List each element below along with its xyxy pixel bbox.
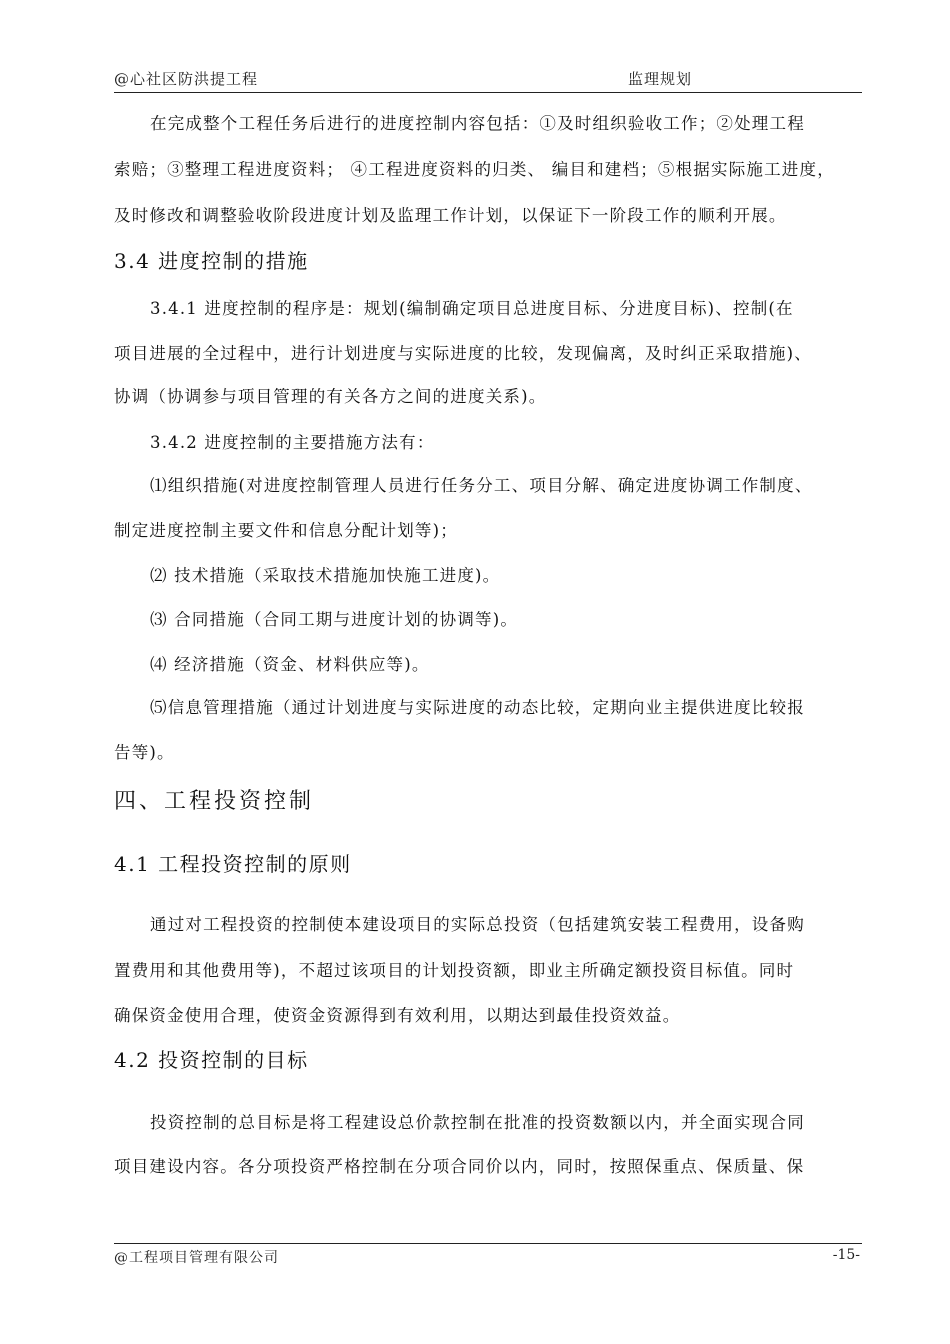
paragraph-line: 索赔；③整理工程进度资料； ④工程进度资料的归类、 编目和建档；⑤根据实际施工进度， (114, 160, 835, 179)
section-heading-4-2: 4.2 投资控制的目标 (114, 1048, 309, 1072)
header-rule (114, 92, 862, 93)
list-item: ⑷ 经济措施（资金、材料供应等)。 (150, 655, 430, 674)
list-item: ⑵ 技术措施（采取技术措施加快施工进度)。 (150, 566, 501, 585)
paragraph-line: 及时修改和调整验收阶段进度计划及监理工作计划，以保证下一阶段工作的顺利开展。 (114, 206, 787, 225)
list-item-continuation: 告等)。 (114, 743, 175, 762)
paragraph-line: 置费用和其他费用等)，不超过该项目的计划投资额，即业主所确定额投资目标值。同时 (114, 961, 795, 980)
list-item: ⑸信息管理措施（通过计划进度与实际进度的动态比较，定期向业主提供进度比较报 (150, 698, 805, 717)
paragraph-line: 协调（协调参与项目管理的有关各方之间的进度关系)。 (114, 387, 547, 406)
chapter-heading-4: 四、工程投资控制 (114, 789, 315, 814)
footer-company: @工程项目管理有限公司 (114, 1250, 279, 1266)
paragraph-line: 通过对工程投资的控制使本建设项目的实际总投资（包括建筑安装工程费用，设备购 (150, 915, 805, 934)
paragraph-line: 3.4.1 进度控制的程序是：规划(编制确定项目总进度目标、分进度目标)、控制(在 (150, 299, 794, 318)
section-heading-3-4: 3.4 进度控制的措施 (114, 249, 309, 273)
paragraph-line: 确保资金使用合理，使资金资源得到有效利用，以期达到最佳投资效益。 (114, 1006, 681, 1025)
header-doc-title: 监理规划 (628, 70, 693, 88)
paragraph-line: 在完成整个工程任务后进行的进度控制内容包括：①及时组织验收工作；②处理工程 (150, 114, 805, 133)
page-number: -15- (832, 1247, 860, 1263)
paragraph-line: 投资控制的总目标是将工程建设总价款控制在批准的投资数额以内，并全面实现合同 (150, 1113, 805, 1132)
list-item-continuation: 制定进度控制主要文件和信息分配计划等)； (114, 521, 458, 540)
paragraph-line: 项目进展的全过程中，进行计划进度与实际进度的比较，发现偏离，及时纠正采取措施)、 (114, 344, 812, 363)
paragraph-line: 项目建设内容。各分项投资严格控制在分项合同价以内，同时，按照保重点、保质量、保 (114, 1157, 805, 1176)
header-project-name: @心社区防洪提工程 (114, 70, 259, 88)
paragraph-line: 3.4.2 进度控制的主要措施方法有： (150, 433, 435, 452)
footer-rule (114, 1243, 862, 1244)
section-heading-4-1: 4.1 工程投资控制的原则 (114, 852, 352, 876)
list-item: ⑶ 合同措施（合同工期与进度计划的协调等)。 (150, 610, 519, 629)
list-item: ⑴组织措施(对进度控制管理人员进行任务分工、项目分解、确定进度协调工作制度、 (150, 476, 813, 495)
